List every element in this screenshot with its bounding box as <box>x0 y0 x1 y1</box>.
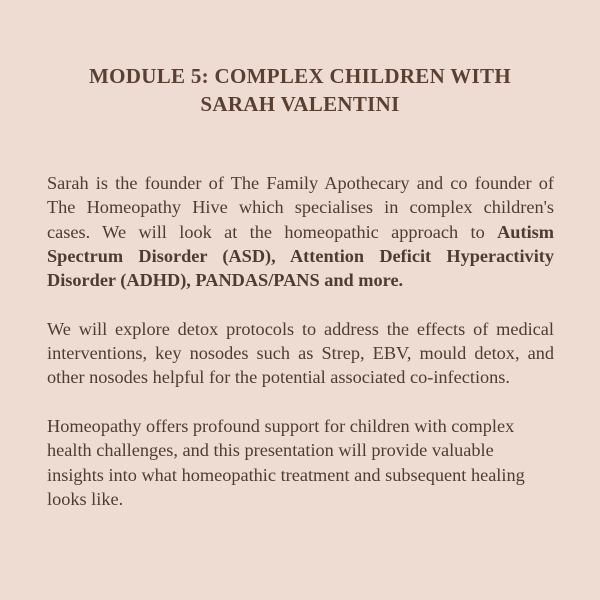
paragraph-detox: We will explore detox protocols to address the effects of medical interventions, key nosodes such as Strep, EBV, mould detox, and other nosodes helpful for the potential associated co-infections. <box>47 318 554 388</box>
module-description <box>47 171 554 535</box>
module-title-line-1: MODULE 5: COMPLEX CHILDREN WITH <box>89 64 511 88</box>
paragraph-founder-conditions: Autism Spectrum Disorder (ASD), Attention Deficit Hyperactivity Disorder (ADHD), PANDAS/PANS and more. <box>47 221 554 291</box>
paragraph-founder <box>47 171 554 292</box>
paragraph-founder-intro: Sarah is the founder of The Family Apothecary and co founder of The Homeopathy Hive which specialises in complex children's cases. We will look at the homeopathic approach to <box>47 173 554 242</box>
paragraph-support: Homeopathy offers profound support for children with complex health challenges, and this presentation will provide valuable insights into what homeopathic treatment and subsequent healing looks like. <box>47 415 525 509</box>
module-title-line-2: SARAH VALENTINI <box>200 92 400 116</box>
module-title <box>40 62 560 118</box>
